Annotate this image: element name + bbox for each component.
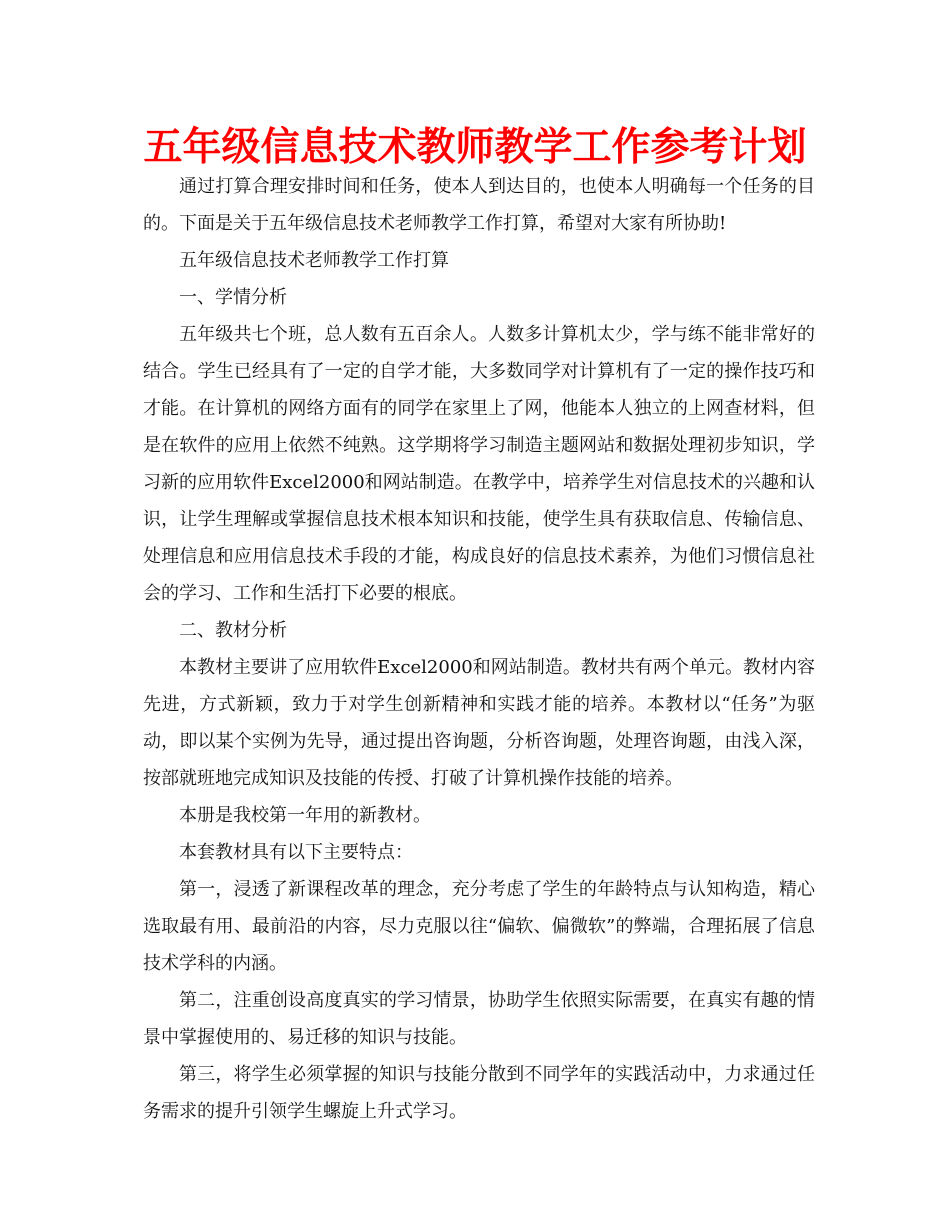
- features-intro: 本套教材具有以下主要特点：: [179, 842, 413, 863]
- feature-second: 第二，注重创设高度真实的学习情景，协助学生依照实际需要，在真实有趣的情景中掌握使用的、易迁移的知识与技能。: [143, 990, 815, 1048]
- textbook-analysis-paragraph: 本教材主要讲了应用软件Excel2000和网站制造。教材共有两个单元。教材内容先进，方式新颖，致力于对学生创新精神和实践才能的培养。本教材以“任务”为驱动，即以某个实例为先导，通过提出咨询题，分析咨询题，处理咨询题，由浅入深，按部就班地完成知识及技能的传授、打破了计算机操作技能的培养。: [143, 657, 815, 789]
- document-title: 五年级信息技术教师教学工作参考计划: [143, 125, 807, 170]
- section-heading-student-analysis: 一、学情分析: [179, 287, 287, 308]
- feature-third: 第三，将学生必须掌握的知识与技能分散到不同学年的实践活动中，力求通过任务需求的提升引领学生螺旋上升式学习。: [143, 1064, 815, 1122]
- intro-paragraph: 通过打算合理安排时间和任务，使本人到达目的，也使本人明确每一个任务的目的。下面是关于五年级信息技术老师教学工作打算，希望对大家有所协助!: [143, 176, 815, 234]
- document-body: [143, 168, 815, 1130]
- new-textbook-note: 本册是我校第一年用的新教材。: [179, 805, 431, 826]
- feature-first: 第一，浸透了新课程改革的理念，充分考虑了学生的年龄特点与认知构造，精心选取最有用、最前沿的内容，尽力克服以往“偏软、偏微软”的弊端，合理拓展了信息技术学科的内涵。: [143, 879, 815, 974]
- section-heading-textbook-analysis: 二、教材分析: [179, 620, 287, 641]
- student-analysis-paragraph: 五年级共七个班，总人数有五百余人。人数多计算机太少，学与练不能非常好的结合。学生已经具有了一定的自学才能，大多数同学对计算机有了一定的操作技巧和才能。在计算机的网络方面有的同学在家里上了网，他能本人独立的上网查材料，但是在软件的应用上依然不纯熟。这学期将学习制造主题网站和数据处理初步知识，学习新的应用软件Excel2000和网站制造。在教学中，培养学生对信息技术的兴趣和认识，让学生理解或掌握信息技术根本知识和技能，使学生具有获取信息、传输信息、处理信息和应用信息技术手段的才能，构成良好的信息技术素养，为他们习惯信息社会的学习、工作和生活打下必要的根底。: [143, 324, 815, 604]
- plan-subtitle: 五年级信息技术老师教学工作打算: [179, 250, 449, 271]
